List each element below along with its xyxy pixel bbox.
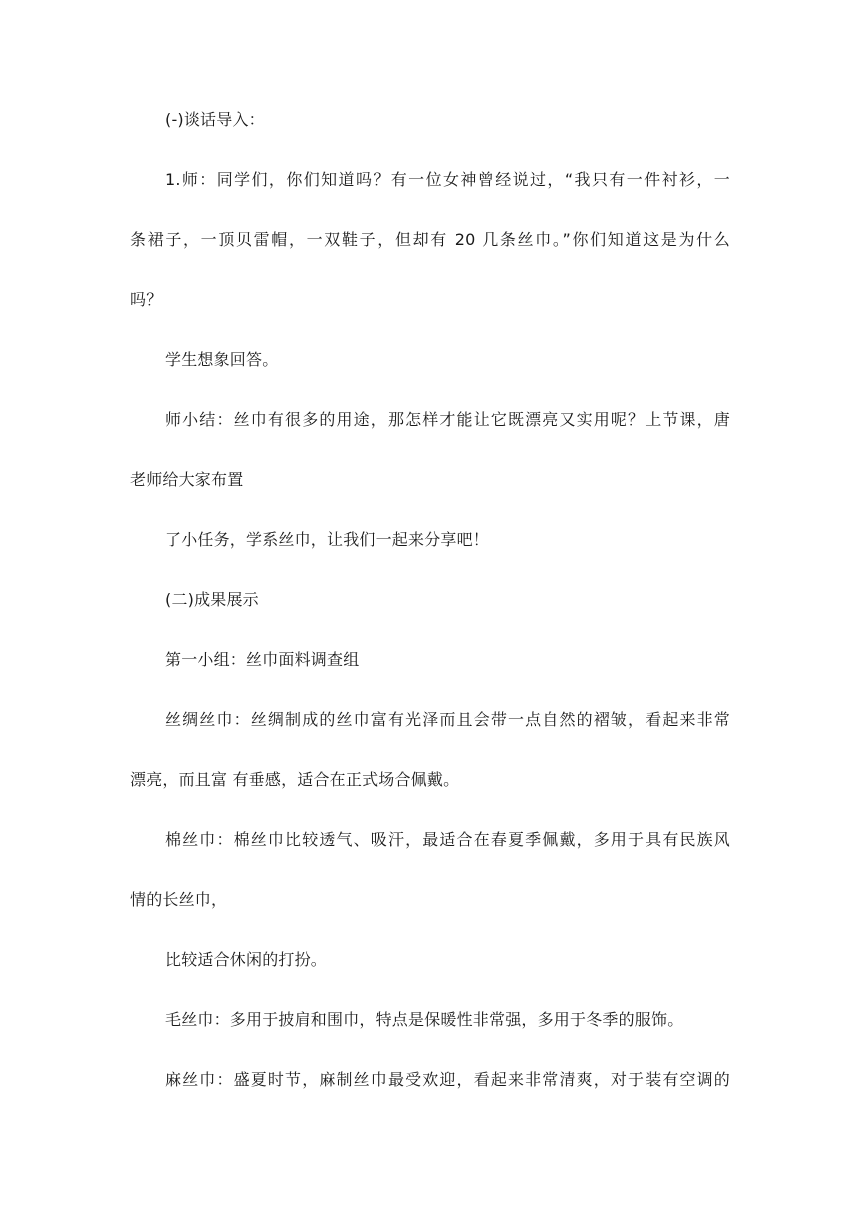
paragraph-line: 麻丝巾：盛夏时节，麻制丝巾最受欢迎，看起来非常清爽，对于装有空调的 (165, 1070, 730, 1089)
paragraph-line: 情的长丝巾， (130, 890, 228, 909)
paragraph-line: 1.师：同学们，你们知道吗？有一位女神曾经说过，“我只有一件衬衫，一 (165, 170, 730, 189)
paragraph-line: 毛丝巾：多用于披肩和围巾，特点是保暖性非常强，多用于冬季的服饰。 (165, 1010, 684, 1029)
paragraph-line: 比较适合休闲的打扮。 (165, 950, 328, 969)
paragraph-line: 师小结：丝巾有很多的用途，那怎样才能让它既漂亮又实用呢？上节课，唐 (165, 410, 730, 429)
paragraph-line: 丝绸丝巾：丝绸制成的丝巾富有光泽而且会带一点自然的褶皱，看起来非常 (165, 710, 730, 729)
paragraph-line: 了小任务，学系丝巾，让我们一起来分享吧！ (165, 530, 490, 549)
paragraph-line: 棉丝巾：棉丝巾比较透气、吸汗，最适合在春夏季佩戴，多用于具有民族风 (165, 830, 730, 849)
paragraph-line: 吗？ (130, 290, 163, 309)
paragraph-line: 漂亮，而且富 有垂感，适合在正式场合佩戴。 (130, 770, 460, 789)
paragraph-line: 老师给大家布置 (130, 470, 244, 489)
paragraph-line: 条裙子，一顶贝雷帽，一双鞋子，但却有 20 几条丝巾。”你们知道这是为什么 (130, 230, 730, 249)
paragraph-line: 学生想象回答。 (165, 350, 279, 369)
section-heading-intro: (-)谈话导入： (165, 110, 265, 129)
section-heading-results: (二)成果展示 (165, 590, 259, 609)
group-heading: 第一小组：丝巾面料调查组 (165, 650, 360, 669)
